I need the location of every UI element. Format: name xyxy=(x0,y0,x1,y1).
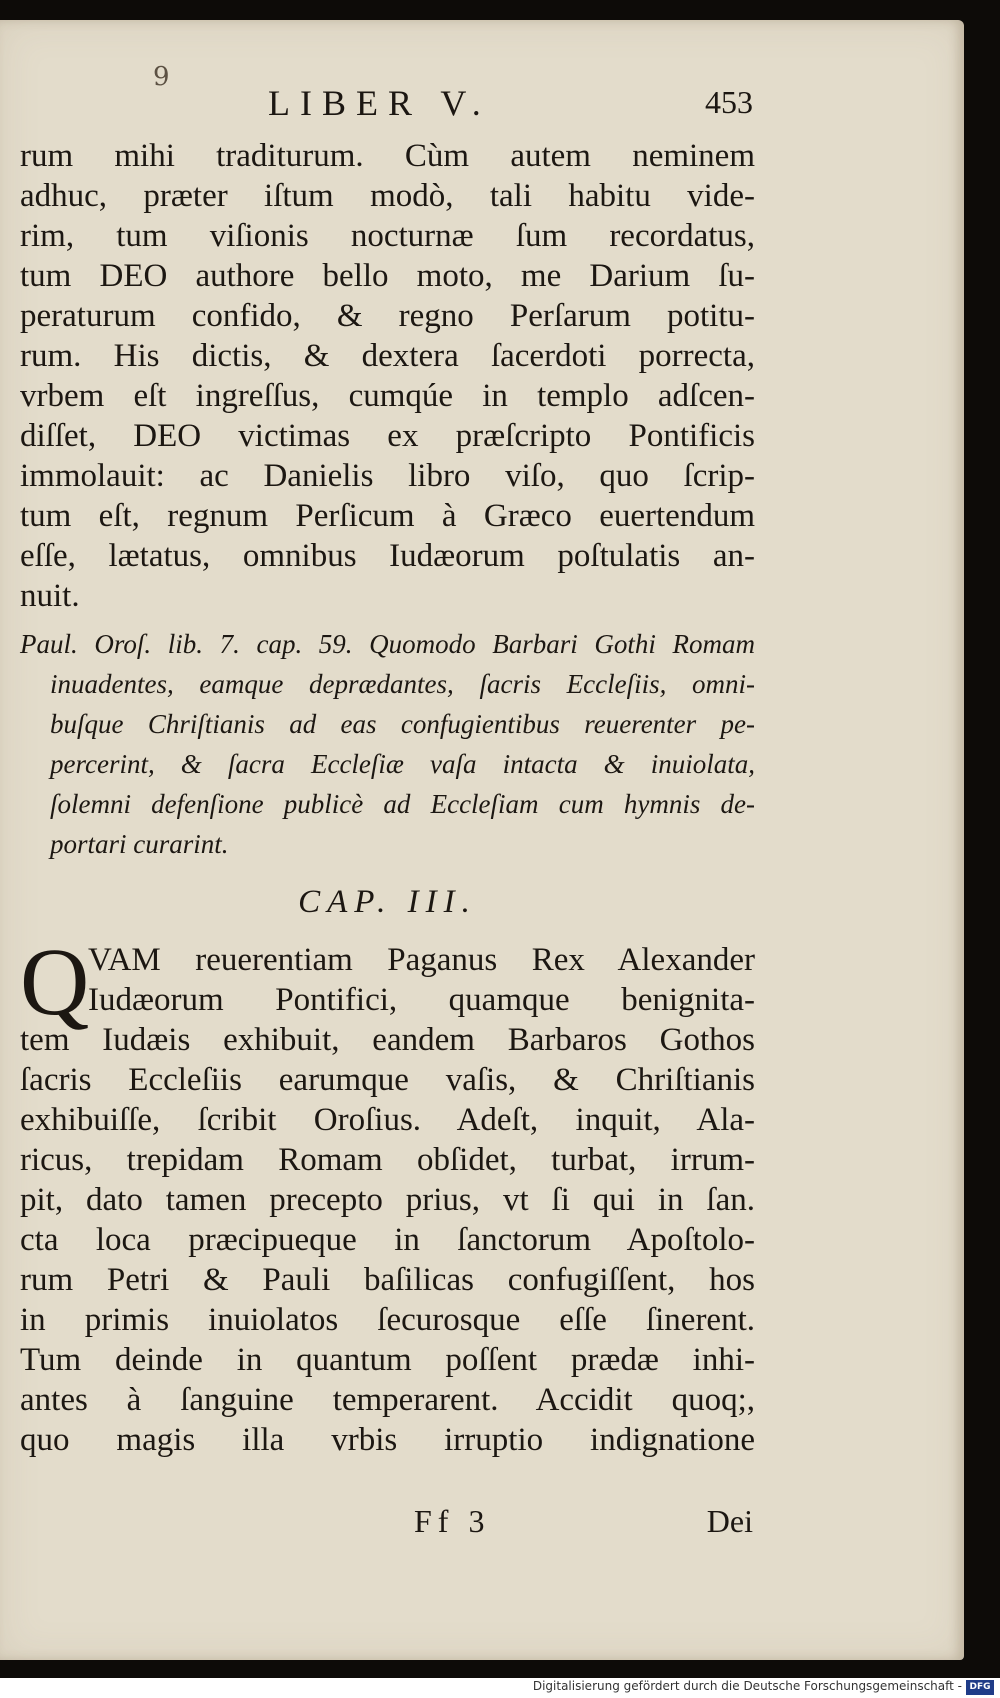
note-line: ſolemni defenſione publicè ad Eccleſiam cum hymnis de- xyxy=(50,789,755,819)
funding-credit: Digitalisierung gefördert durch die Deutsche Forschungsgemeinschaft - xyxy=(532,1679,962,1693)
body-paragraph xyxy=(20,136,755,616)
marginal-note xyxy=(20,624,755,864)
body-line: adhuc, præter iſtum modò, tali habitu vide- xyxy=(20,178,755,214)
body-line: peraturum confido, & regno Perſarum potitu- xyxy=(20,298,755,334)
body-line: eſſe, lætatus, omnibus Iudæorum poſtulatis an- xyxy=(20,538,755,574)
note-line: portari curarint. xyxy=(50,829,229,859)
body-line: nuit. xyxy=(20,578,80,614)
body-line: vrbem eſt ingreſſus, cumqúe in templo adſcen- xyxy=(20,378,755,414)
body-line: immolauit: ac Danielis libro viſo, quo ſcrip- xyxy=(20,458,755,494)
body-line: rum mihi traditurum. Cùm autem neminem xyxy=(20,138,755,174)
catchword: Dei xyxy=(706,1503,753,1539)
page-foot xyxy=(20,1503,755,1547)
body-line: rum. His dictis, & dextera ſacerdoti porrecta, xyxy=(20,338,755,374)
body-line: tum eſt, regnum Perſicum à Græco euertendum xyxy=(20,498,755,534)
chapter-line: tem Iudæis exhibuit, eandem Barbaros Gothos xyxy=(20,1022,755,1058)
chapter-line: pit, dato tamen precepto prius, vt ſi qui in ſan. xyxy=(20,1182,755,1218)
chapter-line: exhibuiſſe, ſcribit Oroſius. Adeſt, inquit, Ala- xyxy=(20,1102,755,1138)
note-line: buſque Chriſtianis ad eas confugientibus reuerenter pe- xyxy=(50,709,755,739)
chapter-line: ricus, trepidam Romam obſidet, turbat, irrum- xyxy=(20,1142,755,1178)
chapter-paragraph xyxy=(20,928,755,1460)
chapter-line: cta loca præcipueque in ſanctorum Apoſtolo- xyxy=(20,1222,755,1258)
chapter-line: antes à ſanguine temperarent. Accidit quoq;, xyxy=(20,1382,755,1418)
running-title: LIBER V. xyxy=(268,83,491,123)
chapter-line: in primis inuiolatos ſecurosque eſſe ſinerent. xyxy=(20,1302,755,1338)
chapter-line: quo magis illa vrbis irruptio indignatione xyxy=(20,1422,755,1458)
chapter-line: Iudæorum Pontifici, quamque benignita- xyxy=(88,982,755,1018)
chapter-line: rum Petri & Pauli baſilicas confugiſſent, hos xyxy=(20,1262,755,1298)
body-line: diſſet, DEO victimas ex præſcripto Pontificis xyxy=(20,418,755,454)
note-line: Paul. Oroſ. lib. 7. cap. 59. Quomodo Barbari Gothi Romam xyxy=(20,629,755,659)
chapter-line: ſacris Eccleſiis earumque vaſis, & Chriſtianis xyxy=(20,1062,755,1098)
digitization-footer xyxy=(0,1678,1000,1698)
folio-number: 453 xyxy=(705,84,753,120)
body-line: tum DEO authore bello moto, me Darium ſu- xyxy=(20,258,755,294)
chapter-line: Tum deinde in quantum poſſent prædæ inhi- xyxy=(20,1342,755,1378)
book-page xyxy=(0,20,964,1660)
chapter-line: VAM reuerentiam Paganus Rex Alexander xyxy=(88,942,755,978)
drop-initial: Q xyxy=(20,928,90,1035)
dfg-logo: DFG xyxy=(966,1680,994,1695)
signature-mark: Ff 3 xyxy=(414,1503,491,1539)
note-line: percerint, & ſacra Eccleſiæ vaſa intacta & inuiolata, xyxy=(50,749,755,779)
running-head xyxy=(20,62,755,130)
note-line: inuadentes, eamque deprædantes, ſacris Eccleſiis, omni- xyxy=(50,669,755,699)
body-line: rim, tum viſionis nocturnæ ſum recordatus, xyxy=(20,218,755,254)
chapter-heading: CAP. III. xyxy=(298,884,477,920)
ink-stain-mark: 9 xyxy=(153,62,170,92)
